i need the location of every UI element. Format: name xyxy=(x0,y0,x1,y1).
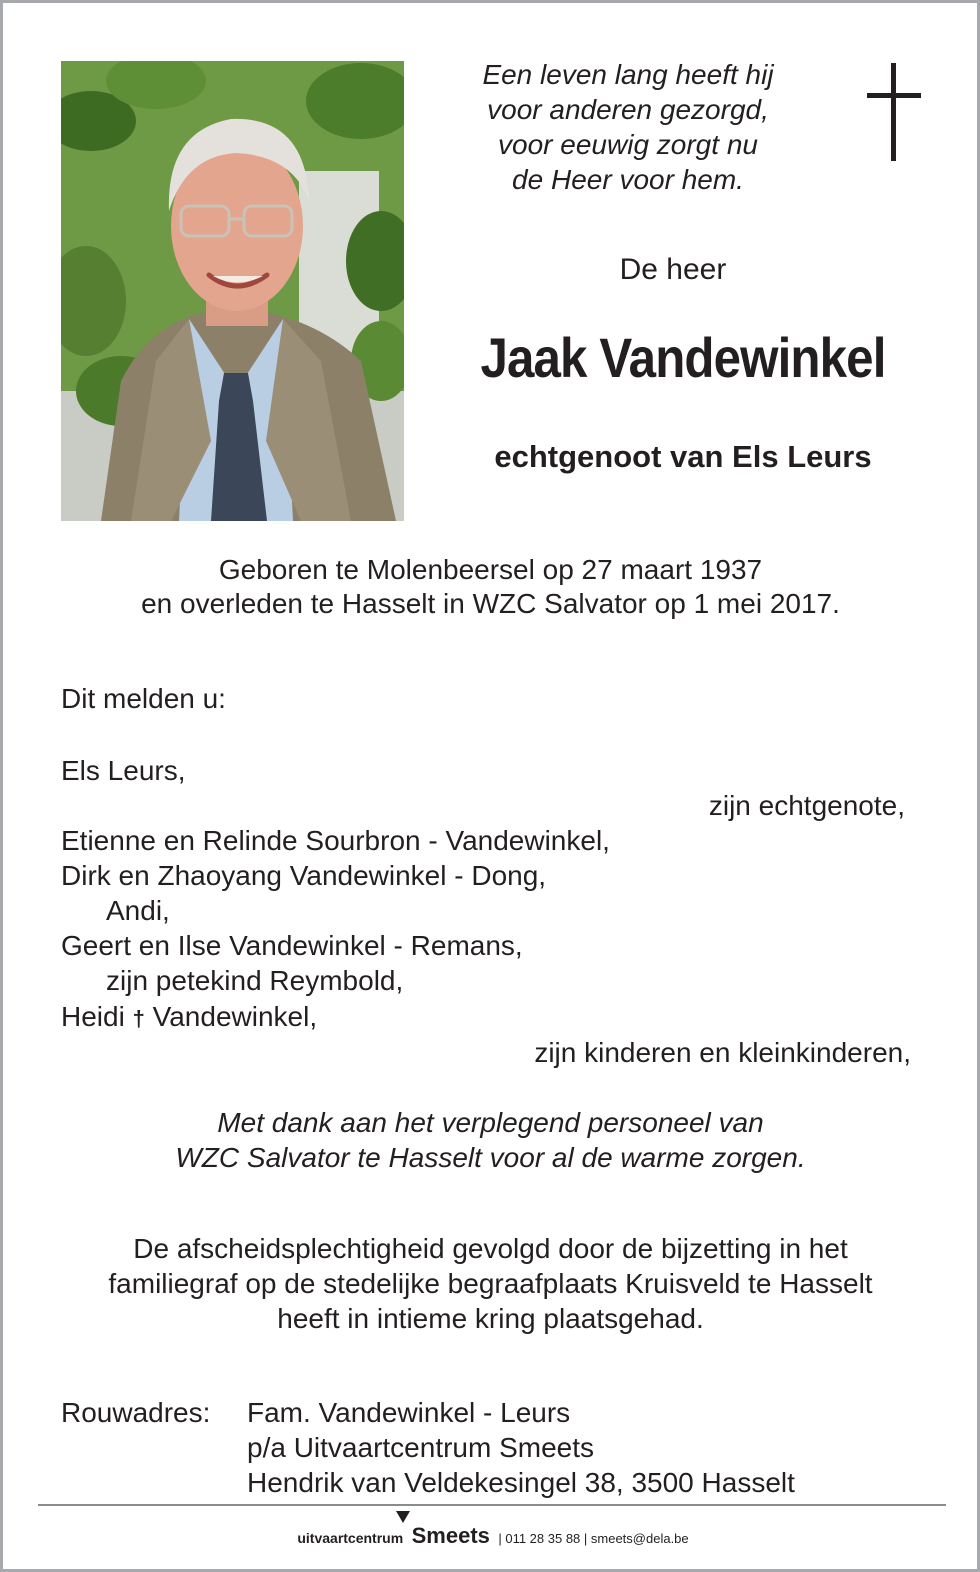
footer xyxy=(43,1523,943,1549)
thanks-text xyxy=(43,1105,938,1175)
ceremony-line: heeft in intieme kring plaatsgehad. xyxy=(277,1303,704,1334)
family-child: Geert en Ilse Vandewinkel - Remans, xyxy=(61,930,523,961)
address-line: Hendrik van Veldekesingel 38, 3500 Hasselt xyxy=(247,1467,795,1498)
triangle-marker-icon xyxy=(396,1511,410,1523)
portrait-photo xyxy=(61,61,404,521)
poem-line: voor anderen gezorgd, xyxy=(487,94,769,125)
death-line: en overleden te Hasselt in WZC Salvator op 1 mei 2017. xyxy=(141,588,840,619)
family-wife-role: zijn echtgenote, xyxy=(708,790,905,821)
family-child: Etienne en Relinde Sourbron - Vandewinkel, xyxy=(61,825,610,856)
deceased-name: Jaak Vandewinkel xyxy=(480,326,886,389)
poem-line: Een leven lang heeft hij xyxy=(482,59,774,90)
poem xyxy=(423,57,833,197)
address-label: Rouwadres: xyxy=(61,1397,211,1428)
child-first-name: Heidi xyxy=(61,1001,125,1032)
ceremony-line: De afscheidsplechtigheid gevolgd door de bijzetting in het xyxy=(133,1233,848,1264)
footer-contact: | 011 28 35 88 | smeets@dela.be xyxy=(498,1531,689,1546)
birth-death-info xyxy=(43,553,938,621)
honorific: De heer xyxy=(619,253,727,286)
ceremony-text xyxy=(43,1231,938,1336)
footer-brand: Smeets xyxy=(411,1523,490,1548)
child-last-name: Vandewinkel, xyxy=(152,1001,318,1032)
family-grandchild: Andi, xyxy=(106,895,170,926)
poem-line: de Heer voor hem. xyxy=(512,164,744,195)
ceremony-line: familiegraf op de stedelijke begraafplaats Kruisveld te Hasselt xyxy=(108,1268,873,1299)
cross-icon xyxy=(865,63,923,161)
thanks-line: WZC Salvator te Hasselt voor al de warme zorgen. xyxy=(175,1142,806,1173)
footer-prefix: uitvaartcentrum xyxy=(297,1530,404,1546)
address-line: Fam. Vandewinkel - Leurs xyxy=(247,1397,571,1428)
poem-line: voor eeuwig zorgt nu xyxy=(498,129,758,160)
thanks-line: Met dank aan het verplegend personeel van xyxy=(217,1107,764,1138)
deceased-cross-icon: † xyxy=(132,1006,145,1031)
family-wife: Els Leurs, xyxy=(61,755,186,786)
birth-line: Geboren te Molenbeersel op 27 maart 1937 xyxy=(218,554,763,585)
address-line: p/a Uitvaartcentrum Smeets xyxy=(247,1432,595,1463)
announce-intro: Dit melden u: xyxy=(61,683,226,714)
family-child: Dirk en Zhaoyang Vandewinkel - Dong, xyxy=(61,860,547,891)
family-grandchild: zijn petekind Reymbold, xyxy=(106,965,404,996)
family-children-role: zijn kinderen en kleinkinderen, xyxy=(534,1037,911,1068)
family-child xyxy=(61,999,317,1036)
footer-divider xyxy=(38,1504,946,1506)
spouse-line: echtgenoot van Els Leurs xyxy=(494,439,872,474)
